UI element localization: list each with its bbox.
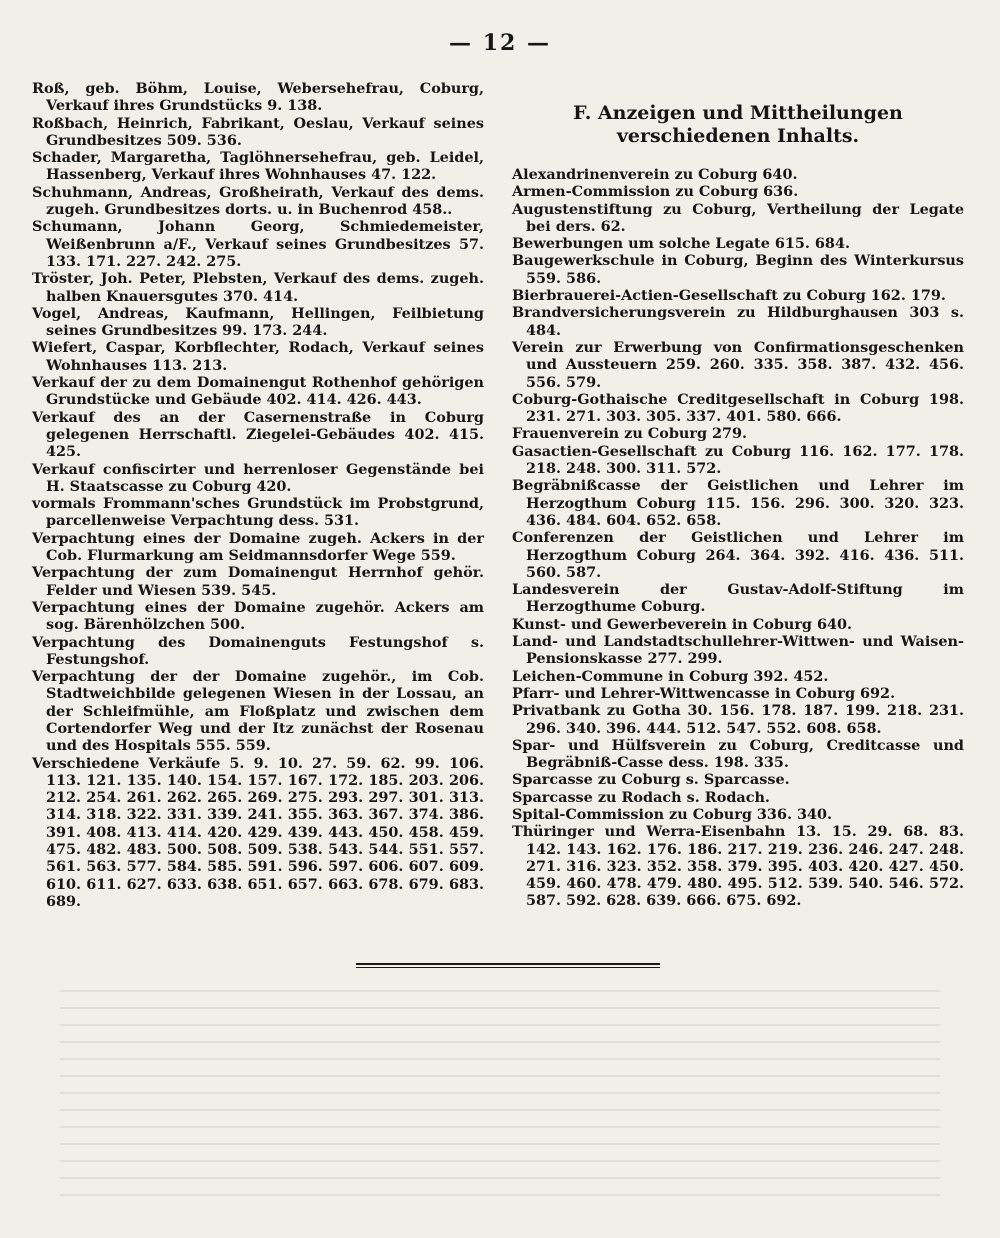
index-entry: Land- und Landstadtschullehrer-Wittwen- und Waisen-Pensionskasse 277. 299. <box>512 633 964 668</box>
index-entry: Sparcasse zu Coburg s. Sparcasse. <box>512 771 790 789</box>
index-entry: Wiefert, Caspar, Korbflechter, Rodach, Verkauf seines Wohnhauses 113. 213. <box>32 339 484 374</box>
section-heading: F. Anzeigen und Mittheilungen verschiedenen Inhalts. <box>573 102 903 147</box>
index-entry: Verein zur Erwerbung von Confirmationsgeschenken und Aussteuern 259. 260. 335. 358. 387. 432. 456. 556. 579. <box>512 338 964 391</box>
index-entry: Spar- und Hülfsverein zu Coburg, Creditcasse und Begräbniß-Casse dess. 198. 335. <box>512 736 964 772</box>
index-entry: Bierbrauerei-Actien-Gesellschaft zu Coburg 162. 179. <box>512 287 946 305</box>
left-column-index <box>32 80 484 910</box>
index-entry: Spital-Commission zu Coburg 336. 340. <box>512 805 833 823</box>
index-entry: Verpachtung eines der Domaine zugeh. Ackers in der Cob. Flurmarkung am Seidmannsdorfer Wege 559. <box>32 529 484 565</box>
index-entry: Leichen-Commune in Coburg 392. 452. <box>512 667 829 685</box>
index-entry: Roßbach, Heinrich, Fabrikant, Oeslau, Verkauf seines Grundbesitzes 509. 536. <box>32 114 484 149</box>
index-entry: Alexandrinenverein zu Coburg 640. <box>512 166 798 183</box>
index-entry: Gasactien-Gesellschaft zu Coburg 116. 162. 177. 178. 218. 248. 300. 311. 572. <box>512 442 964 478</box>
index-entry: Privatbank zu Gotha 30. 156. 178. 187. 199. 218. 231. 296. 340. 396. 444. 512. 547. 552. 608. 658. <box>512 702 964 737</box>
index-entry: Kunst- und Gewerbeverein in Coburg 640. <box>512 615 853 633</box>
index-entry: Landesverein der Gustav-Adolf-Stiftung im Herzogthume Coburg. <box>512 581 964 616</box>
index-entry: Baugewerkschule in Coburg, Beginn des Winterkursus 559. 586. <box>512 252 964 287</box>
index-entry: Pfarr- und Lehrer-Wittwencasse in Coburg 692. <box>512 684 896 702</box>
index-entry: Coburg-Gothaische Creditgesellschaft in Coburg 198. 231. 271. 303. 305. 337. 401. 580. 666. <box>512 390 964 426</box>
index-entry: Armen-Commission zu Coburg 636. <box>512 183 799 201</box>
show-through-texture <box>60 990 940 1200</box>
index-entry: Vogel, Andreas, Kaufmann, Hellingen, Feilbietung seines Grundbesitzes 99. 173. 244. <box>32 304 484 340</box>
index-entry: Tröster, Joh. Peter, Plebsten, Verkauf des dems. zugeh. halben Knauersgutes 370. 414. <box>32 270 484 305</box>
page-number: — 12 — <box>449 30 551 56</box>
index-entry: Conferenzen der Geistlichen und Lehrer im Herzogthum Coburg 264. 364. 392. 416. 436. 511. 560. 587. <box>512 529 964 581</box>
section-divider-rule <box>356 963 660 968</box>
index-entry: Verkauf des an der Casernenstraße in Coburg gelegenen Herrschaftl. Ziegelei-Gebäudes 402. 415. 425. <box>32 408 484 461</box>
index-entry: Brandversicherungsverein zu Hildburghausen 303 s. 484. <box>512 304 964 339</box>
index-entry: Schuhmann, Andreas, Großheirath, Verkauf des dems. zugeh. Grundbesitzes dorts. u. in Buchenrod 458.. <box>32 183 484 219</box>
right-column-index <box>512 80 964 910</box>
index-entry: Verpachtung der der Domaine zugehör., im Cob. Stadtweichbilde gelegenen Wiesen in der Lossau, an der Schleifmühle, am Floßplatz und zwischen dem Cortendorfer Weg und der Itz zunächst der Rosenau und des Hospitals 555. 559. <box>32 668 484 755</box>
index-entry: Frauenverein zu Coburg 279. <box>512 425 748 443</box>
index-entry: Bewerbungen um solche Legate 615. 684. <box>512 235 850 253</box>
index-entry: Verkauf confiscirter und herrenloser Gegenstände bei H. Staatscasse zu Coburg 420. <box>32 460 484 495</box>
index-entry: Verpachtung des Domainenguts Festungshof s. Festungshof. <box>32 633 484 668</box>
index-entry: Schumann, Johann Georg, Schmiedemeister, Weißenbrunn a/F., Verkauf seines Grundbesitzes 57. 133. 171. 227. 242. 275. <box>32 218 484 270</box>
index-entry: Verkauf der zu dem Domainengut Rothenhof gehörigen Grundstücke und Gebäude 402. 414. 426. 443. <box>32 374 484 409</box>
index-entry: Sparcasse zu Rodach s. Rodach. <box>512 788 770 806</box>
index-entry: Verpachtung der zum Domainengut Herrnhof gehör. Felder und Wiesen 539. 545. <box>32 564 484 599</box>
index-entry: Begräbnißcasse der Geistlichen und Lehrer im Herzogthum Coburg 115. 156. 296. 300. 320. 323. 436. 484. 604. 652. 658. <box>512 477 964 529</box>
index-entry: Verpachtung eines der Domaine zugehör. Ackers am sog. Bärenhölzchen 500. <box>32 598 484 634</box>
index-entry: Roß, geb. Böhm, Louise, Webersehefrau, Coburg, Verkauf ihres Grundstücks 9. 138. <box>32 80 484 115</box>
index-entry: Augustenstiftung zu Coburg, Vertheilung der Legate bei ders. 62. <box>512 200 964 235</box>
index-entry: Thüringer und Werra-Eisenbahn 13. 15. 29. 68. 83. 142. 143. 162. 176. 186. 217. 219. 236. 246. 247. 248. 271. 316. 323. 352. 358. 379. 395. 403. 420. 427. 450. 459. 460. 478. 479. 480. 495. 512. 539. 540. 546. 572. 587. 592. 628. 639. 666. 675. 692. <box>512 823 964 910</box>
index-entry: Schader, Margaretha, Taglöhnersehefrau, geb. Leidel, Hassenberg, Verkauf ihres Wohnhauses 47. 122. <box>32 149 484 184</box>
index-entry: Verschiedene Verkäufe 5. 9. 10. 27. 59. 62. 99. 106. 113. 121. 135. 140. 154. 157. 167. 172. 185. 203. 206. 212. 254. 261. 262. 265. 269. 275. 293. 297. 301. 313. 314. 318. 322. 331. 339. 241. 355. 363. 367. 374. 386. 391. 408. 413. 414. 420. 429. 439. 443. 450. 458. 459. 475. 482. 483. 500. 508. 509. 538. 543. 544. 551. 557. 561. 563. 577. 584. 585. 591. 596. 597. 606. 607. 609. 610. 611. 627. 633. 638. 651. 657. 663. 678. 679. 683. 689. <box>32 754 484 910</box>
index-entry: vormals Frommann'sches Grundstück im Probstgrund, parcellenweise Verpachtung dess. 531. <box>32 495 484 530</box>
